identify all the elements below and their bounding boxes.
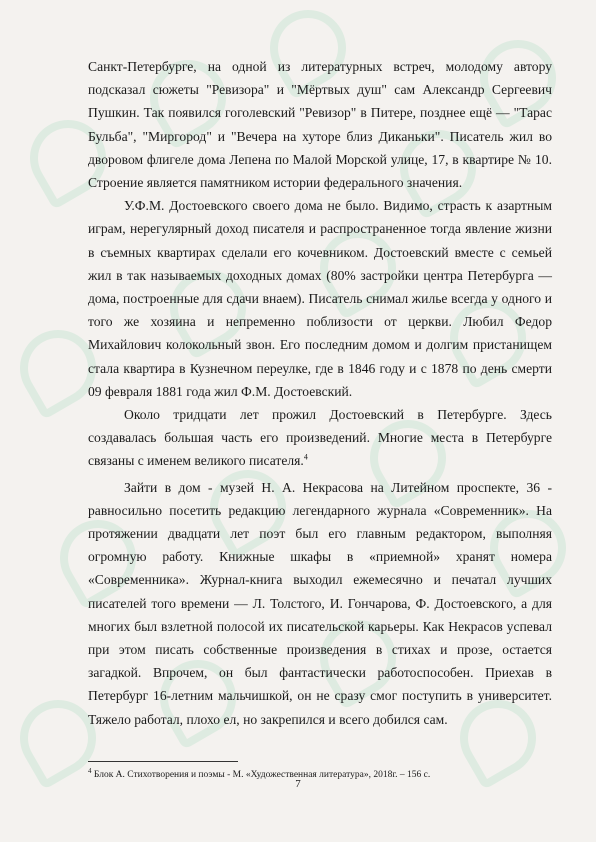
paragraph-gogol: Санкт-Петербурге, на одной из литературных встреч, молодому автору подсказал сюжеты "Ревизора" и "Мёртвых душ" сам Александр Сергеевич Пушкин. Так появился гоголевский "Ревизор" в Питере, позднее ещё — "Тарас Бульба", "Миргород" и "Вечера на хуторе близ Диканьки". Писатель жил во дворовом флигеле дома Лепена по Малой Морской улице, 17, в квартире № 10. Строение является памятником истории федерального значения. — [88, 59, 552, 191]
paragraph-dostoevsky-years — [88, 403, 552, 473]
paragraph-dostoevsky-home: У.Ф.М. Достоевского своего дома не было. Видимо, страсть к азартным играм, нерегулярный доход писателя и распространенное тогда явление жизни в съемных квартирах сделали его кочевником. Достоевский вместе с семьей жил в так называемых доходных домах (80% застройки центра Петербурга — дома, построенные для сдачи внаем). Писатель снимал жилье всегда у одного и того же хозяина и непременно поблизости от церкви. Любил Федор Михайлович колокольный звон. Его последним домом и долгим пристанищем стала квартира в Кузнечном переулке, где в 1846 году и с 1878 по день смерти 09 февраля 1881 года жил Ф.М. Достоевский. — [88, 198, 552, 399]
footnote-separator — [88, 761, 238, 762]
footnote-text: Блок А. Стихотворения и поэмы - М. «Художественная литература», 2018г. – 156 с. — [93, 770, 431, 781]
paragraph-nekrasov: Зайти в дом - музей Н. А. Некрасова на Литейном проспекте, 36 - равносильно посетить редакцию легендарного журнала «Современник». На протяжении двадцати лет поэт был его главным редактором, выполняя огромную работу. Книжные шкафы в «приемной» хранят номера «Современника». Журнал-книга выходил ежемесячно и печатал лучших писателей того времени — Л. Толстого, И. Гончарова, Ф. Достоевского, а для многих был взлетной полосой их писательской карьеры. Как Некрасов успевал при этом писать собственные произведения в стихах и прозе, остается загадкой. Впрочем, он был фантастически работоспособен. Приехав в Петербург 16-летним мальчишкой, он не сразу смог поступить в университет. Тяжело работал, плохо ел, но закрепился и всего добился сам. — [88, 479, 552, 727]
footnote-reference[interactable]: 4 — [303, 452, 308, 462]
footnote-number: 4 — [88, 767, 92, 775]
page-number: 7 — [295, 778, 301, 790]
paragraph-dostoevsky-years-text: Около тридцати лет прожил Достоевский в Петербурге. Здесь создавалась большая часть его произведений. Многие места в Петербурге связаны с именем великого писателя. — [88, 407, 552, 469]
body-text — [88, 55, 552, 731]
